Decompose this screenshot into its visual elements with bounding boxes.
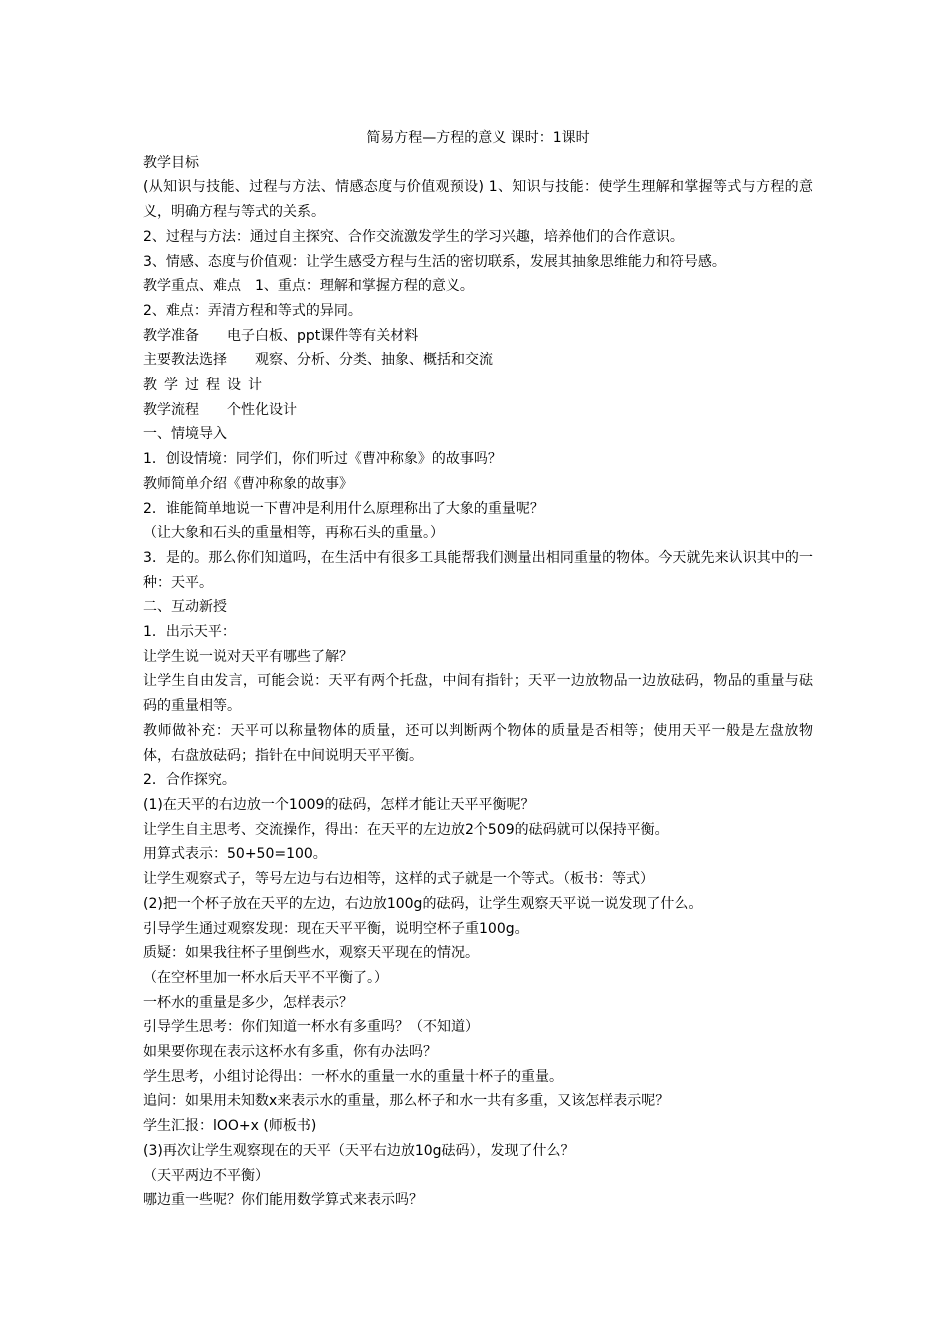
paragraph: 用算式表示：50+50=100。 [143,846,327,863]
paragraph: 质疑：如果我往杯子里倒些水，观察天平现在的情况。 [143,945,479,962]
paragraph: (2)把一个杯子放在天平的左边，右边放100g的砝码，让学生观察天平说一说发现了什么。 [143,895,703,912]
paragraph: 教学目标 [143,154,199,171]
section-heading: 二、互动新授 [143,599,227,616]
section-heading: 一、情境导入 [143,426,227,443]
paragraph: 1．出示天平： [143,624,236,641]
paragraph: 追问：如果用未知数x来表示水的重量，那么杯子和水一共有多重，又该怎样表示呢？ [143,1093,670,1110]
paragraph: 教学流程 个性化设计 [143,401,297,418]
paragraph: 教师做补充：天平可以称量物体的质量，还可以判断两个物体的质量是否相等；使用天平一般是左盘放物体，右盘放砝码；指针在中间说明天平平衡。 [143,722,813,764]
paragraph: 如果要你现在表示这杯水有多重，你有办法吗？ [143,1044,437,1061]
paragraph: 引导学生通过观察发现：现在天平平衡，说明空杯子重100g。 [143,920,529,937]
document-title: 简易方程—方程的意义 课时：1课时 [366,130,590,146]
paragraph: （在空杯里加一杯水后天平不平衡了。） [143,969,388,986]
paragraph: 2、难点：弄清方程和等式的异同。 [143,302,362,319]
paragraph: 教学重点、难点 1、重点：理解和掌握方程的意义。 [143,278,474,295]
paragraph: 让学生自由发言，可能会说：天平有两个托盘，中间有指针；天平一边放物品一边放砝码，物品的重量与砝码的重量相等。 [143,673,813,715]
paragraph: 让学生观察式子，等号左边与右边相等，这样的式子就是一个等式。（板书：等式） [143,871,654,888]
paragraph: 2．谁能简单地说一下曹冲是利用什么原理称出了大象的重量呢？ [143,500,544,517]
paragraph: 教师简单介绍《曹冲称象的故事》 [143,475,353,492]
section-heading: 教学过程设计 [143,377,269,394]
paragraph: 让学生说一说对天平有哪些了解？ [143,648,353,665]
paragraph: 引导学生思考：你们知道一杯水有多重吗？（不知道） [143,1019,479,1036]
paragraph: 3．是的。那么你们知道吗，在生活中有很多工具能帮我们测量出相同重量的物体。今天就先来认识其中的一种：天平。 [143,549,813,591]
paragraph: 1．创设情境：同学们，你们听过《曹冲称象》的故事吗？ [143,451,502,468]
paragraph: 学生汇报：lOO+x (师板书) [143,1118,317,1135]
paragraph: 2、过程与方法：通过自主探究、合作交流激发学生的学习兴趣，培养他们的合作意识。 [143,228,684,245]
paragraph: （让大象和石头的重量相等，再称石头的重量。） [143,525,444,542]
paragraph: (从知识与技能、过程与方法、情感态度与价值观预设) 1、知识与技能：使学生理解和掌握等式与方程的意义，明确方程与等式的关系。 [143,179,813,221]
paragraph: 哪边重一些呢？你们能用数学算式来表示吗？ [143,1192,423,1209]
document-body [143,126,813,1213]
paragraph: 主要教法选择 观察、分析、分类、抽象、概括和交流 [143,352,493,369]
paragraph: 一杯水的重量是多少，怎样表示？ [143,994,353,1011]
paragraph: 让学生自主思考、交流操作，得出：在天平的左边放2个509的砝码就可以保持平衡。 [143,821,669,838]
paragraph: 教学准备 电子白板、ppt课件等有关材料 [143,327,419,344]
paragraph: （天平两边不平衡） [143,1167,269,1184]
paragraph: 3、情感、态度与价值观：让学生感受方程与生活的密切联系，发展其抽象思维能力和符号感。 [143,253,726,270]
paragraph: (1)在天平的右边放一个1009的砝码，怎样才能让天平平衡呢？ [143,796,535,813]
paragraph: (3)再次让学生观察现在的天平（天平右边放10g砝码），发现了什么？ [143,1142,575,1159]
paragraph: 学生思考，小组讨论得出：一杯水的重量一水的重量十杯子的重量。 [143,1068,563,1085]
paragraph: 2．合作探究。 [143,772,236,789]
